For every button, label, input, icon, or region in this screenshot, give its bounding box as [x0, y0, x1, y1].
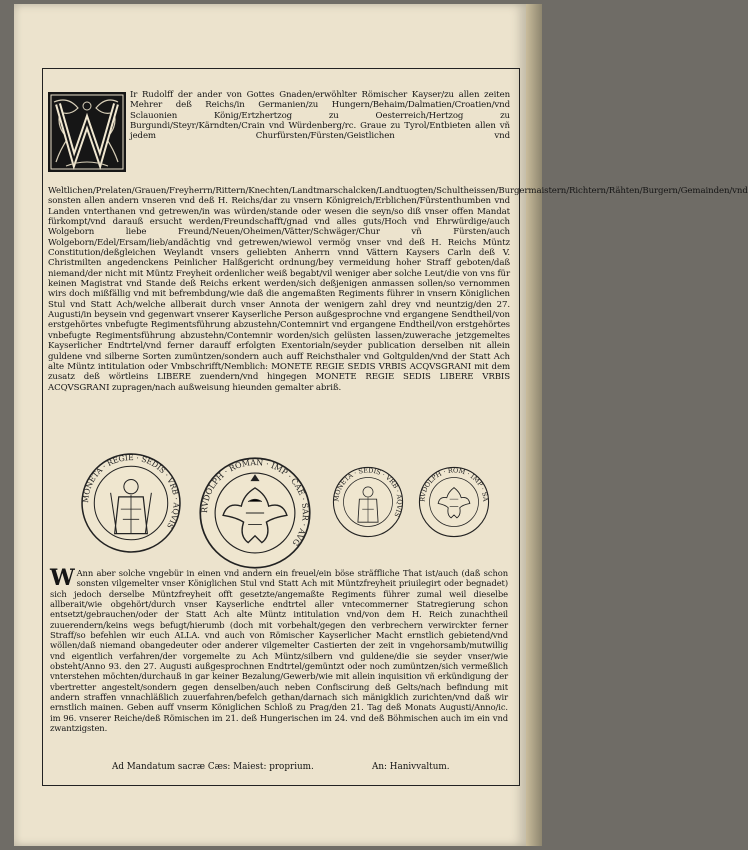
svg-text:MONETA · REGIE · SEDIS · VRB ·: MONETA · REGIE · SEDIS · VRB · AQVIS	[81, 453, 181, 531]
svg-text:RVDOLPH · ROM · IMP · SA: RVDOLPH · ROM · IMP · SA	[418, 466, 490, 503]
initial-w-second: W	[50, 565, 75, 591]
decree-text-second	[50, 565, 508, 734]
mandate-signature-left: Ad Mandatum sacræ Cæs: Maiest: proprium.	[112, 762, 314, 772]
svg-text:MONETA · SEDIS · VRB · AQVIS: MONETA · SEDIS · VRB · AQVIS	[332, 466, 404, 519]
coin-1-reverse	[198, 456, 312, 570]
coin-1-obverse	[80, 452, 182, 554]
mandate-signature-right: An: Hanivvaltum.	[372, 762, 450, 772]
svg-text:RVDOLPH · ROMAN · IMP · CAE ·: RVDOLPH · ROMAN · IMP · CAE · SAR · AVG	[200, 458, 310, 548]
page-edge	[526, 4, 542, 846]
coin-2-reverse	[418, 466, 490, 538]
coin-2-obverse	[332, 466, 404, 538]
coin-illustrations	[76, 452, 500, 582]
decree-body-text-2: Ann aber solche vngebür in einen vnd andern ein freuel/ein böse sträffliche That ist/auch (daß schon sonsten vilgemelter vnser Königlichen Stul vnd Statt Ach mit Müntzfreyheit priuilegirt oder begnadet) sich jedoch derselbe Müntzfreyheit offt gesetzte/angemaßte Regiments führer zumal weil dieselbe allberait/wie obgehört/durch vnser Kayserliche endtrtel aller vntecommerner Statregierung schon entsetzt/gebrauchen/oder der Statt Ach alte Müntz intitulation vnd/von dem H. Reich zunachtheil zuuerendern/keins wegs befugt/hierumb (doch mit vorbehalt/gegen den verbrechern verwirckter ferner Straff/so befehlen wir euch ALLA. vnd auch von Römischer Kayserlicher Macht ernstlich gebietend/vnd wöllen/daß niemand obangedeuter oder anderer vilgemelter Castierten der zeit in vngehorsamb/mutwillig vnd eigentlich verfahren/der vorgemelte zu Ach Müntz/silbern vnd guldene/die sie seyder vnser/wie obsteht/Anno 93. den 27. Augusti außgesprochnen Endtrtel/gemüntzt oder noch zumüntzen/sich vermeßlich vnterstehen möchten/durchauß in gar keiner Bezalung/Gewerb/wie mit allein inquisition vñ erkündigung der vbertretter angestelt/sondern gegen denselben/auch neben Confiscirung deß Gelts/nach befindung mit andern straffen vnnachläßlich zuuerfahren/befelch gethan/darnach sich mänigklich zurichten/vnd daß wir ernstlich mainen. Geben auff vnserm Königlichen Schloß zu Prag/den 21. Tag deß Monats Augusti/Anno/ic. im 96. vnserer Reiche/deß Römischen im 21. deß Hungerischen im 24. vnd deß Böhmischen auch im ein vnd zwantzigsten.	[50, 568, 508, 734]
decree-body-text: Ir Rudolff der ander von Gottes Gnaden/erwöhlter Römischer Kayser/zu allen zeiten Mehrer deß Reichs/in Germanien/zu Hungern/Behaim/Dalmatien/Croatien/vnd Sclauonien König/Ertzhertzog zu Oesterreich/Hertzog zu Burgundi/Steyr/Kärndten/Crain vnd Würdenberg/rc. Graue zu Tyrol/Entbieten allen vñ jedem Churfürsten/Fürsten/Geistlichen vnd Weltlichen/Prelaten/Grauen/Freyherrn/Rittern/Knechten/Landtmarschalcken/Landtuogten/Schultheissen/Burgermaistern/Richtern/Rähten/Burgern/Gemainden/vnd sonsten allen andern vnseren vnd deß H. Reichs/dar zu vnsern Königreich/Erblichen/Fürstenthumben vnd Landen vnterthanen vnd getrewen/in was würden/stande oder wesen die seyn/so diß vnser offen Mandat fürkompt/vnd darauß ersucht werden/Freundschafft/gnad vnd alles guts/Hoch vnd Ehrwürdige/auch Wolgeborn liebe Freund/Neuen/Oheimen/Vätter/Schwäger/Chur vñ Fürsten/auch Wolgeborn/Edel/Ersam/lieb/andächtig vnd getrewen/wiewol vermög vnser vnd deß H. Reichs Müntz Constitution/deßgleichen Weylandt vnsers geliebten Anherrn vnnd Vättern Kaysers Carln deß V. Christmilten angedenckens Peinlicher Halßgericht ordnung/bey vermeidung hoher Straff geboten/daß niemand/der nicht mit Müntz Freyheit ordenlicher weiß begabt/vil weniger aber solche Leut/die von vns für keinen Magistrat vnd Stande deß Reichs erkent werden/sich deßjenigen anmassen sollen/so vernommen wirs doch mißfällig vnd mit befrembdung/wie daß die angemaßten Regiments führer in vnsern Königlichen Stul vnd Statt Ach/welche allberait durch vnser Annota der wenigern zahl drey vnd neuntzig/den 27. Augusti/in beysein vnd gegenwart vnserer Kayserliche Person außgesprochne vnd ergangene Sendtheil/von erstgehörtes vnbefugte Regimentsführung abzustehn/Contemnirt vnd ergangene Endtheil/von erstgehörtes vnbefugte Regimentsführung abzustehn/Contemnir worden/sich gelüsten lassen/zuwerache jetzgemeltes Kayserlicher Endtrtel/vnd ferner darauff erfolgten Exentorialn/seyder publication derselben nit allein guldene vnd silberne Sorten zumüntzen/sondern auch auff Reichsthaler vnd Goltgulden/vnd der Statt Ach alte Müntz intitulation oder Vmbschrifft/Nemblich: MONETE REGIE SEDIS VRBIS ACQVSGRANI mit dem zusatz deß wörtleins LIBERE zuendern/vnd hingegen MONETE REGIE SEDIS LIBERE VRBIS ACQVSGRANI zupragen/nach außweisung hieunden gemalter abriß.	[48, 90, 748, 393]
decree-text-main	[48, 90, 748, 393]
